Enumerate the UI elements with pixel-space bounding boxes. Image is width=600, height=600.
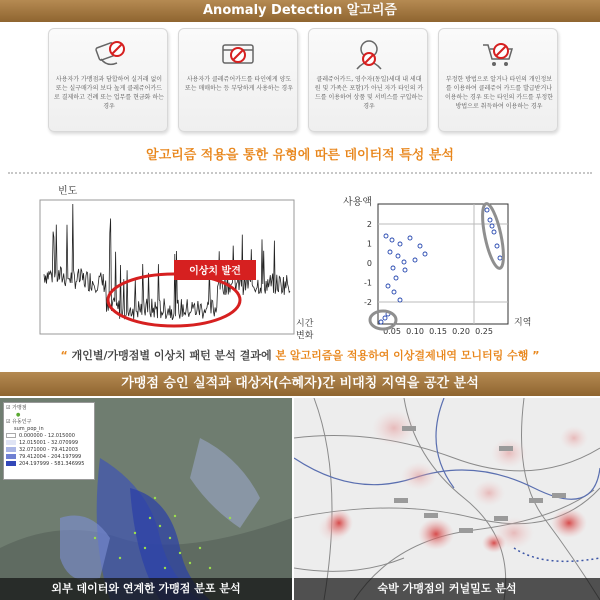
card-transfer — [178, 28, 298, 132]
map-right-caption: 숙박 가맹점의 커널밀도 분석 — [294, 578, 600, 600]
map-kernel-density — [294, 398, 600, 600]
monitoring-quote — [0, 347, 600, 363]
quote-close: ” — [532, 349, 540, 362]
legend-row: 12.015001 - 32.070999 — [6, 440, 92, 447]
person-block-icon — [349, 37, 389, 71]
legend-merchant-dot: ● — [16, 412, 21, 418]
scatter-ytick: 1 — [366, 239, 372, 249]
line-chart-xlabel-2: 변화 — [296, 331, 314, 340]
card-block-icon — [219, 37, 259, 71]
scatter-point — [390, 238, 394, 242]
scatter-point — [492, 230, 496, 234]
analysis-title: 알고리즘 적용을 통한 유형에 따른 데이터적 특성 분석 — [146, 148, 454, 163]
legend-row: 79.412004 - 204.197999 — [6, 454, 92, 461]
cluster-ellipse-high — [478, 202, 507, 270]
scatter-ytick: 0 — [366, 259, 372, 268]
card-text: 사용자가 가맹점과 담합하여 실거래 없이 또는 실구매가의 보다 높게 클레쥬어카드로 결제하고 건례 또는 업무를 현금화 하는 경우 — [54, 76, 164, 110]
quote-part1: 개인별/가맹점별 이상치 패턴 분석 결과에 — [71, 349, 276, 362]
legend-field: sum_pop_in — [14, 426, 44, 432]
scatter-point — [418, 244, 422, 248]
legend-row: 0.000000 - 12.015000 — [6, 433, 92, 440]
scatter-ytick: -1 — [364, 278, 372, 288]
scatter-point — [408, 236, 412, 240]
scatter-xtick: 0.25 — [475, 327, 493, 336]
card-text: 부정한 방법으로 알거나 타인의 개인정보를 이용하여 클레쥬어 카드를 발급받거나 이용하는 경우 또는 타인의 카드를 부정한 방법으로 취득하여 이용하는 경우 — [444, 76, 554, 110]
scatter-point — [402, 260, 406, 264]
scatter-point — [403, 268, 407, 272]
scatter-point — [423, 252, 427, 256]
legend-row: 32.071000 - 79.412003 — [6, 447, 92, 454]
scatter-xtick: 0.15 — [429, 327, 447, 336]
scatter-point — [495, 244, 499, 248]
quote-highlight: 본 알고리즘을 적용하여 이상결제내역 모니터링 수행 — [275, 349, 529, 362]
card-fraud-issue — [438, 28, 558, 132]
quote-open: “ — [60, 349, 68, 362]
legend-row: 204.197999 - 581.346995 — [6, 461, 92, 468]
scatter-point — [379, 320, 383, 324]
divider — [8, 172, 592, 174]
header-anomaly-detection: Anomaly Detection 알고리즘 — [0, 0, 600, 22]
scatter-point — [398, 298, 402, 302]
scatter-xlabel: 지역 — [514, 318, 532, 328]
scatter-point — [392, 290, 396, 294]
scatter-ytick: 2 — [366, 220, 372, 229]
cart-block-icon — [479, 37, 519, 71]
map-legend — [3, 402, 95, 480]
scatter-point — [485, 208, 489, 212]
card-text: 사용자가 클레쥬어카드를 타인에게 양도 또는 매매하는 등 부당하게 사용하는 경우 — [184, 76, 294, 92]
analysis-charts — [0, 180, 600, 340]
header-spatial-analysis: 가맹점 승인 실적과 대상자(수혜자)간 비대칭 지역을 공간 분석 — [0, 372, 600, 396]
scatter-frame — [378, 204, 508, 324]
scatter-point — [384, 234, 388, 238]
outlier-label: 이상치 발견 — [189, 266, 241, 277]
scatter-point — [388, 250, 392, 254]
scatter-point — [498, 256, 502, 260]
legend-layer-merchant: ☑ 가맹점 — [6, 405, 27, 411]
scatter-xtick: 0.05 — [383, 327, 401, 336]
scatter-ylabel: 사용액 — [343, 197, 372, 208]
scatter-point — [396, 254, 400, 258]
scatter-ytick: -2 — [364, 298, 372, 307]
card-impersonation — [308, 28, 428, 132]
scatter-point — [398, 242, 402, 246]
kernel-density-map-image — [294, 398, 600, 600]
scatter-point — [394, 276, 398, 280]
line-chart-ylabel: 빈도 — [58, 186, 78, 197]
scatter-point — [386, 284, 390, 288]
anomaly-type-cards — [48, 28, 558, 132]
scatter-xtick: 0.20 — [452, 327, 470, 336]
scatter-point — [488, 218, 492, 222]
map-left-caption: 외부 데이터와 연계한 가맹점 분포 분석 — [0, 578, 292, 600]
card-collusion — [48, 28, 168, 132]
legend-layer-population: ☑ 유동인구 — [6, 419, 32, 425]
line-chart-xlabel-1: 시간 — [296, 319, 314, 329]
scatter-point — [413, 258, 417, 262]
card-text: 클레쥬어카드, 영수자(동일)세대 내 세대원 및 가족은 포함)가 아닌 자가 타인의 카드를 이용하여 상품 및 서비스를 구입하는 경우 — [314, 76, 424, 110]
scatter-xtick: 0.10 — [406, 327, 424, 336]
scatter-point — [391, 266, 395, 270]
scatter-point — [490, 224, 494, 228]
stolen-card-icon — [89, 37, 129, 71]
scatter-point — [383, 316, 387, 320]
